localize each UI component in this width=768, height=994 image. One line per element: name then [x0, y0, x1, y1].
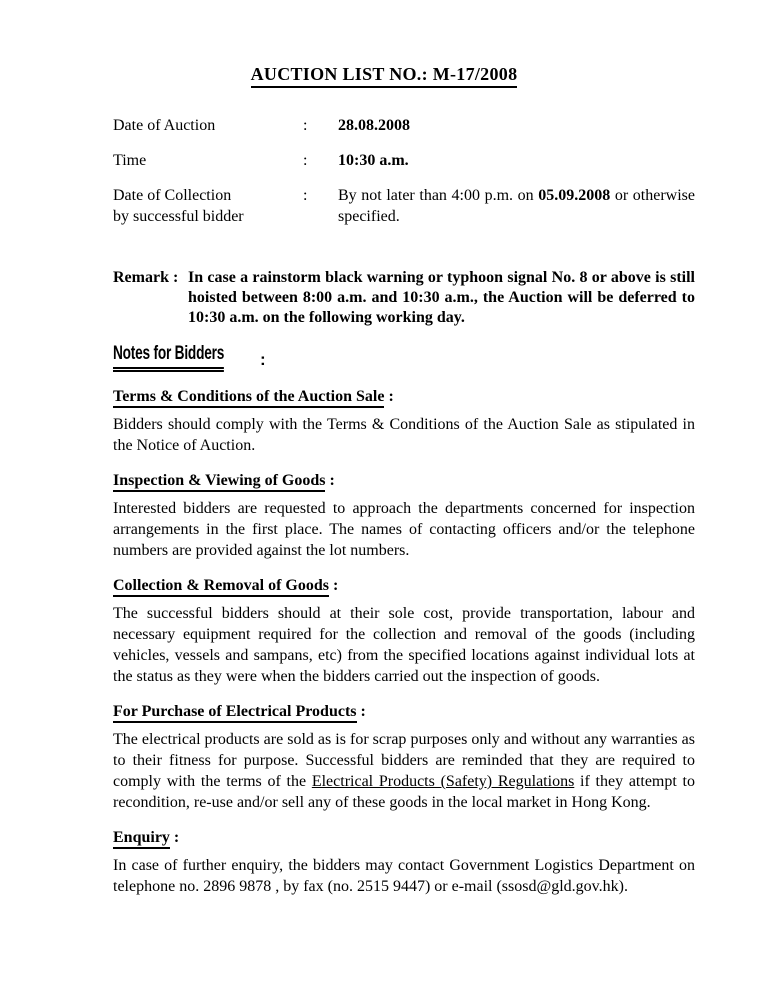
- detail-separator: :: [303, 152, 308, 169]
- section-heading-colon: :: [325, 472, 335, 489]
- detail-value-date-of-auction: 28.08.2008: [338, 117, 410, 134]
- remark-text: In case a rainstorm black warning or typhoon signal No. 8 or above is still hoisted between 8:00 a.m. and 10:30 a.m., the Auction will be deferred to 10:30 a.m. on the following working day.: [188, 269, 695, 326]
- collection-value-pre: By not later than 4:00 p.m. on: [338, 187, 539, 204]
- section-body-enquiry: In case of further enquiry, the bidders may contact Government Logistics Department on telephone no. 2896 9878 , by fax (no. 2515 9447) or e-mail (ssosd@gld.gov.hk).: [113, 857, 695, 895]
- section-body-inspection: Interested bidders are requested to approach the departments concerned for inspection arrangements in the first place. The names of contacting officers and/or the telephone numbers are provided against the lot numbers.: [113, 500, 695, 559]
- detail-label-date-of-collection: [113, 185, 303, 227]
- auction-details-table: [113, 115, 695, 227]
- section-body-electrical: [113, 729, 695, 813]
- detail-label-date-of-auction: Date of Auction: [113, 117, 216, 134]
- detail-value-date-of-collection: [338, 185, 695, 227]
- section-heading-colon: :: [169, 829, 180, 846]
- section-heading-collection: [113, 575, 695, 596]
- section-heading-terms: [113, 386, 695, 407]
- document-content: [113, 115, 695, 897]
- collection-deadline-date: 05.09.2008: [538, 187, 611, 204]
- detail-separator: :: [303, 117, 308, 134]
- page-title: AUCTION LIST NO.: M-17/2008: [251, 64, 518, 88]
- notes-for-bidders-heading: [113, 342, 695, 372]
- detail-separator: :: [303, 187, 308, 204]
- section-heading-text: Collection & Removal of Goods: [113, 577, 329, 597]
- section-heading-inspection: [113, 470, 695, 491]
- detail-value-time: 10:30 a.m.: [338, 152, 409, 169]
- table-row: [113, 115, 695, 136]
- detail-label-line1: Date of Collection: [113, 187, 232, 204]
- section-heading-electrical: [113, 701, 695, 722]
- detail-label-line2: by successful bidder: [113, 208, 244, 225]
- section-heading-text: For Purchase of Electrical Products: [113, 703, 357, 723]
- section-heading-text: Terms & Conditions of the Auction Sale: [113, 388, 384, 408]
- notes-heading-text: Notes for Bidders: [113, 342, 224, 372]
- table-row: [113, 150, 695, 171]
- electrical-body-post: if they attempt to recondition, re-use and/or sell any of these goods in the local market in Hong Kong.: [113, 773, 695, 811]
- electrical-regulations-reference: Electrical Products (Safety) Regulations: [311, 773, 575, 790]
- section-heading-text: Inspection & Viewing of Goods: [113, 472, 325, 492]
- table-row: [113, 185, 695, 227]
- remark-block: [113, 268, 695, 328]
- notes-heading-underline-wrap: [113, 342, 260, 372]
- electrical-body-pre: The electrical products are sold as is for scrap purposes only and without any warranties as to their fitness for purpose. Successful bidders are reminded that they are required to comply with the terms of the: [113, 731, 695, 790]
- section-heading-colon: :: [384, 388, 394, 405]
- collection-value-post: or otherwise specified.: [338, 187, 695, 225]
- section-body-terms: Bidders should comply with the Terms & Conditions of the Auction Sale as stipulated in the Notice of Auction.: [113, 416, 695, 454]
- section-body-collection: The successful bidders should at their sole cost, provide transportation, labour and necessary equipment required for the collection and removal of the goods (including vehicles, vessels and sampans, etc) from the specified locations against individual lots at the status as they were when the bidders carried out the inspection of goods.: [113, 605, 695, 685]
- section-heading-enquiry: [113, 827, 695, 848]
- section-heading-text: Enquiry: [113, 829, 170, 849]
- title-row: [0, 0, 768, 88]
- remark-label: Remark :: [113, 269, 179, 286]
- section-heading-colon: :: [328, 577, 339, 594]
- detail-label-time: Time: [113, 152, 147, 169]
- notes-heading-colon: :: [260, 350, 266, 369]
- section-heading-colon: :: [356, 703, 366, 720]
